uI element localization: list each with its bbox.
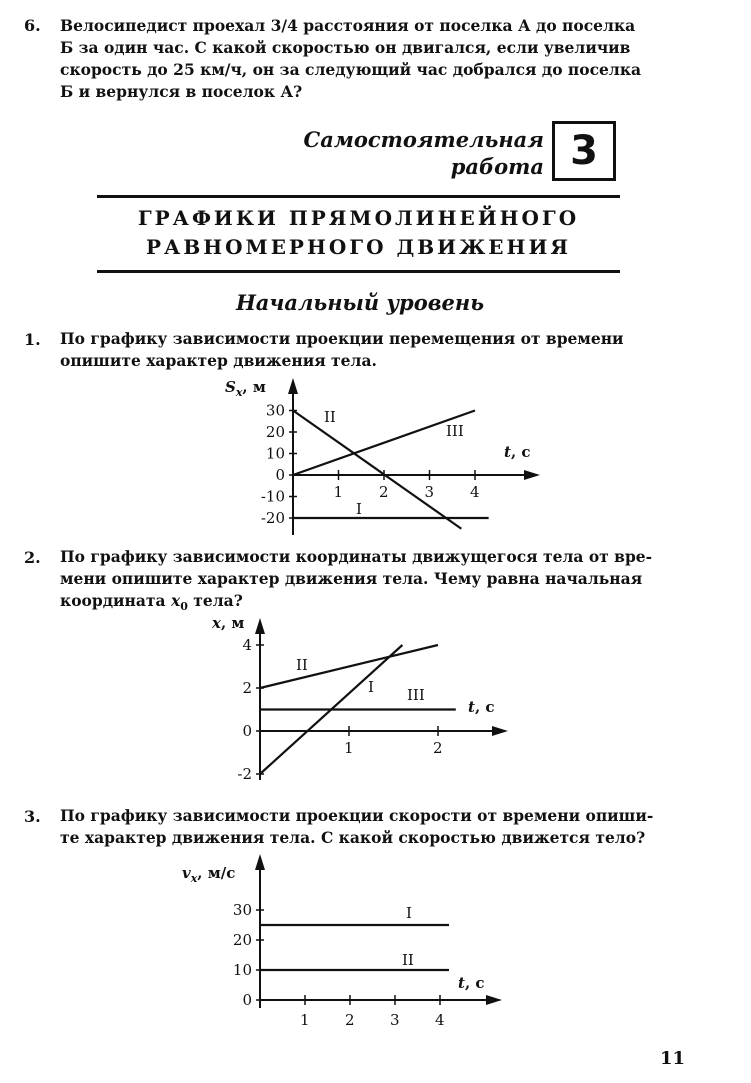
chart2-label-i: I bbox=[368, 678, 374, 696]
y-tick-label: 20 bbox=[265, 423, 285, 441]
task3-number: 3. bbox=[24, 807, 41, 826]
task6-text bbox=[60, 15, 692, 103]
chart2-label-ii: II bbox=[296, 656, 308, 674]
task2-text bbox=[60, 546, 692, 618]
task3-line: По графику зависимости проекции скорости от времени опиши- bbox=[60, 806, 654, 825]
chart2-x-label: t, с bbox=[468, 698, 495, 716]
x-tick-label: 1 bbox=[344, 739, 354, 757]
y-tick-label: 0 bbox=[242, 722, 252, 740]
task3-line: те характер движения тела. С какой скоростью движется тело? bbox=[60, 828, 646, 847]
chart1-axes bbox=[288, 378, 540, 535]
chart1-x-label: t, с bbox=[504, 443, 531, 461]
work-label bbox=[300, 126, 544, 180]
chart2-label-iii: III bbox=[407, 686, 425, 704]
chart-2-coordinate bbox=[0, 612, 751, 787]
series-line-ii bbox=[293, 411, 461, 529]
y-tick-label: -10 bbox=[260, 487, 285, 506]
chart3-x-arrow bbox=[486, 995, 502, 1005]
x-tick-label: 1 bbox=[333, 483, 344, 501]
y-tick-label: 0 bbox=[275, 466, 285, 484]
x-tick-label: 1 bbox=[300, 1011, 310, 1029]
chart1-x-arrow bbox=[524, 470, 540, 480]
chart1-label-ii: II bbox=[324, 408, 336, 426]
x-tick-label: 2 bbox=[433, 739, 443, 757]
y-tick-label: 30 bbox=[265, 401, 285, 420]
bottom-rule bbox=[97, 270, 620, 273]
chart-1-displacement bbox=[0, 370, 751, 550]
chart-3-velocity bbox=[0, 848, 751, 1038]
y-tick-label: 10 bbox=[265, 444, 285, 463]
work-label-line2: работа bbox=[450, 154, 544, 179]
task1-text bbox=[60, 328, 692, 372]
chart1-label-iii: III bbox=[446, 422, 464, 440]
x-tick-label: 4 bbox=[435, 1011, 445, 1029]
task6-line: Б и вернулся в поселок А? bbox=[60, 82, 303, 101]
work-number-box bbox=[552, 121, 616, 181]
chart3-y-label: $v_x$, м/с bbox=[182, 864, 236, 885]
y-tick-label: 2 bbox=[242, 679, 252, 697]
x-tick-label: 2 bbox=[379, 483, 389, 501]
series-line-iii bbox=[293, 411, 475, 476]
top-rule bbox=[97, 195, 620, 198]
page-number: 11 bbox=[660, 1048, 686, 1069]
series-line-ii bbox=[260, 645, 438, 688]
chart3-y-arrow bbox=[255, 854, 265, 870]
task1-line: опишите характер движения тела. bbox=[60, 351, 377, 370]
task6-line: Б за один час. С какой скоростью он двигался, если увеличив bbox=[60, 38, 631, 57]
chart2-y-label: x, м bbox=[212, 614, 245, 632]
chart2-x-arrow bbox=[492, 726, 508, 736]
x-tick-label: 3 bbox=[424, 483, 435, 501]
chart1-y-label: $S_x$, м bbox=[225, 378, 266, 399]
section-title-line2: РАВНОМЕРНОГО ДВИЖЕНИЯ bbox=[146, 235, 571, 259]
chart3-label-ii: II bbox=[402, 951, 414, 969]
task1-number: 1. bbox=[24, 330, 41, 349]
y-tick-label: 30 bbox=[232, 901, 252, 919]
x-tick-label: 3 bbox=[390, 1011, 400, 1029]
section-title bbox=[97, 204, 620, 262]
task6-line: Велосипедист проехал 3/4 расстояния от поселка А до поселка bbox=[60, 16, 636, 35]
y-tick-label: -2 bbox=[237, 765, 252, 783]
task3-text bbox=[60, 805, 692, 849]
chart3-series bbox=[260, 925, 449, 970]
chart1-y-arrow bbox=[288, 378, 298, 394]
chart2-series bbox=[260, 645, 456, 774]
chart3-label-i: I bbox=[406, 904, 412, 922]
task2-line3: координата $x_0$ тела? bbox=[60, 591, 243, 614]
x-tick-label: 4 bbox=[470, 483, 480, 501]
section-title-line1: ГРАФИКИ ПРЯМОЛИНЕЙНОГО bbox=[137, 206, 580, 230]
y-tick-label: 10 bbox=[232, 961, 252, 979]
y-tick-label: 20 bbox=[232, 931, 252, 949]
level-heading: Начальный уровень bbox=[235, 290, 485, 315]
task1-line: По графику зависимости проекции перемещения от времени bbox=[60, 329, 624, 348]
y-tick-label: 4 bbox=[242, 636, 252, 654]
work-label-line1: Самостоятельная bbox=[303, 127, 544, 152]
chart3-x-label: t, с bbox=[458, 974, 485, 992]
chart1-label-i: I bbox=[356, 500, 362, 518]
task6-number: 6. bbox=[24, 16, 41, 35]
x-tick-label: 2 bbox=[345, 1011, 355, 1029]
y-tick-label: 0 bbox=[242, 991, 252, 1009]
task6-line: скорость до 25 км/ч, он за следующий час добрался до поселка bbox=[60, 60, 642, 79]
task2-line: мени опишите характер движения тела. Чему равна начальная bbox=[60, 569, 643, 588]
chart2-y-arrow bbox=[255, 618, 265, 634]
y-tick-label: -20 bbox=[260, 509, 285, 527]
task2-number: 2. bbox=[24, 548, 41, 567]
task2-line: По графику зависимости координаты движущегося тела от вре- bbox=[60, 547, 653, 566]
work-number: 3 bbox=[570, 128, 598, 174]
